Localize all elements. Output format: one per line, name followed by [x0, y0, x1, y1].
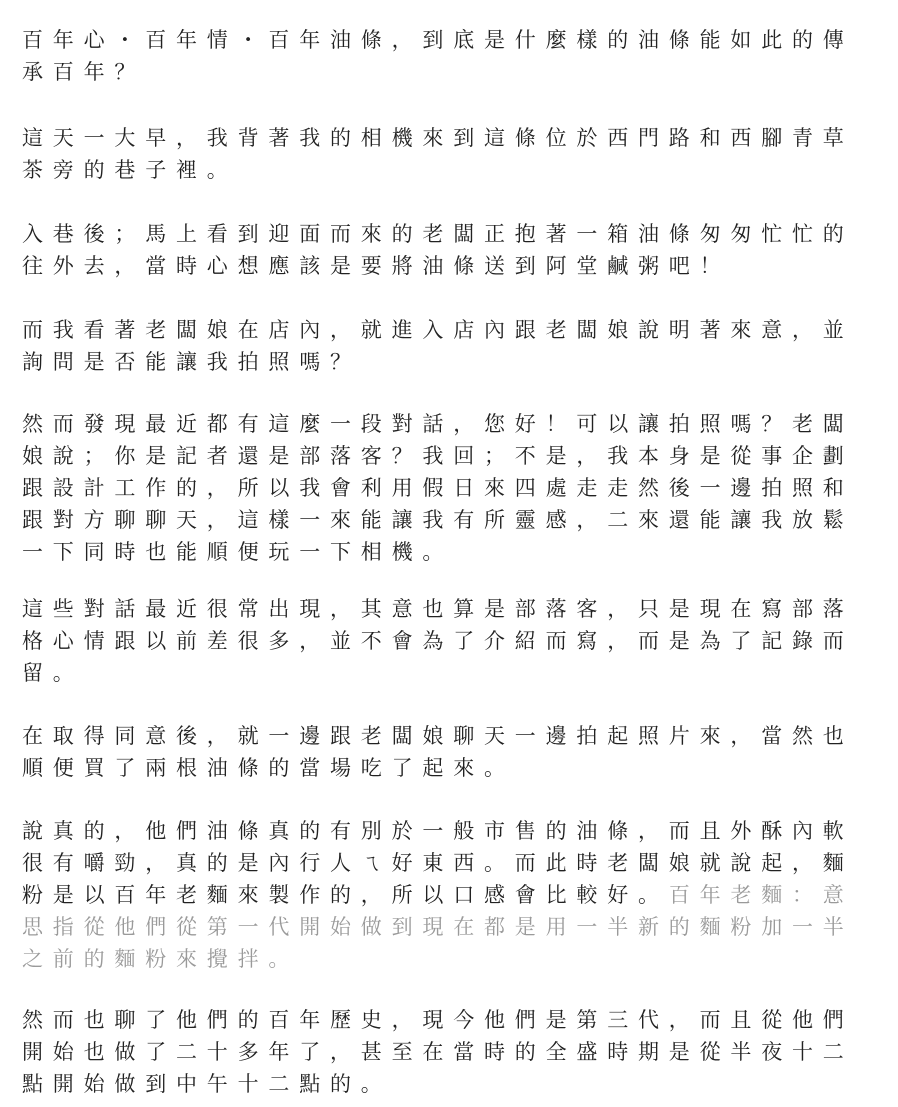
paragraph-arrival: 這天一大早，我背著我的相機來到這條位於西門路和西腳青草茶旁的巷子裡。 [22, 126, 854, 182]
paragraph-history: 然而也聊了他們的百年歷史，現今他們是第三代，而且從他們開始也做了二十多年了，甚至在當時的全盛時期是從半夜十二點開始做到中午十二點的。 [22, 1008, 854, 1096]
paragraph-blogger-note: 這些對話最近很常出現，其意也算是部落客，只是現在寫部落格心情跟以前差很多，並不會為了介紹而寫，而是為了記錄而留。 [22, 597, 854, 685]
paragraph-tasting [22, 815, 884, 975]
paragraph-asking-permission: 而我看著老闆娘在店內，就進入店內跟老闆娘說明著來意，並詢問是否能讓我拍照嗎？ [22, 318, 854, 374]
paragraph-intro-question: 百年心・百年情・百年油條，到底是什麼樣的油條能如此的傳承百年？ [22, 28, 854, 84]
paragraph-taking-photos: 在取得同意後，就一邊跟老闆娘聊天一邊拍起照片來，當然也順便買了兩根油條的當場吃了起來。 [22, 724, 854, 780]
tasting-text: 說真的，他們油條真的有別於一般市售的油條，而且外酥內軟很有嚼勁，真的是內行人ㄟ好東西。而此時老闆娘就說起，麵粉是以百年老麵來製作的，所以口感會比較好。 [22, 819, 854, 907]
paragraph-entering-alley: 入巷後；馬上看到迎面而來的老闆正抱著一箱油條匆匆忙忙的往外去，當時心想應該是要將油條送到阿堂鹹粥吧！ [22, 222, 854, 278]
paragraph-dialogue: 然而發現最近都有這麼一段對話，您好！可以讓拍照嗎？老闆娘說；你是記者還是部落客？我回；不是，我本身是從事企劃跟設計工作的，所以我會利用假日來四處走走然後一邊拍照和跟對方聊聊天，這樣一來能讓我有所靈感，二來還能讓我放鬆一下同時也能順便玩一下相機。 [22, 412, 854, 564]
old-dough-note: 百年老麵：意思指從他們從第一代開始做到現在都是用一半新的麵粉加一半之前的麵粉來攪拌。 [22, 883, 854, 971]
